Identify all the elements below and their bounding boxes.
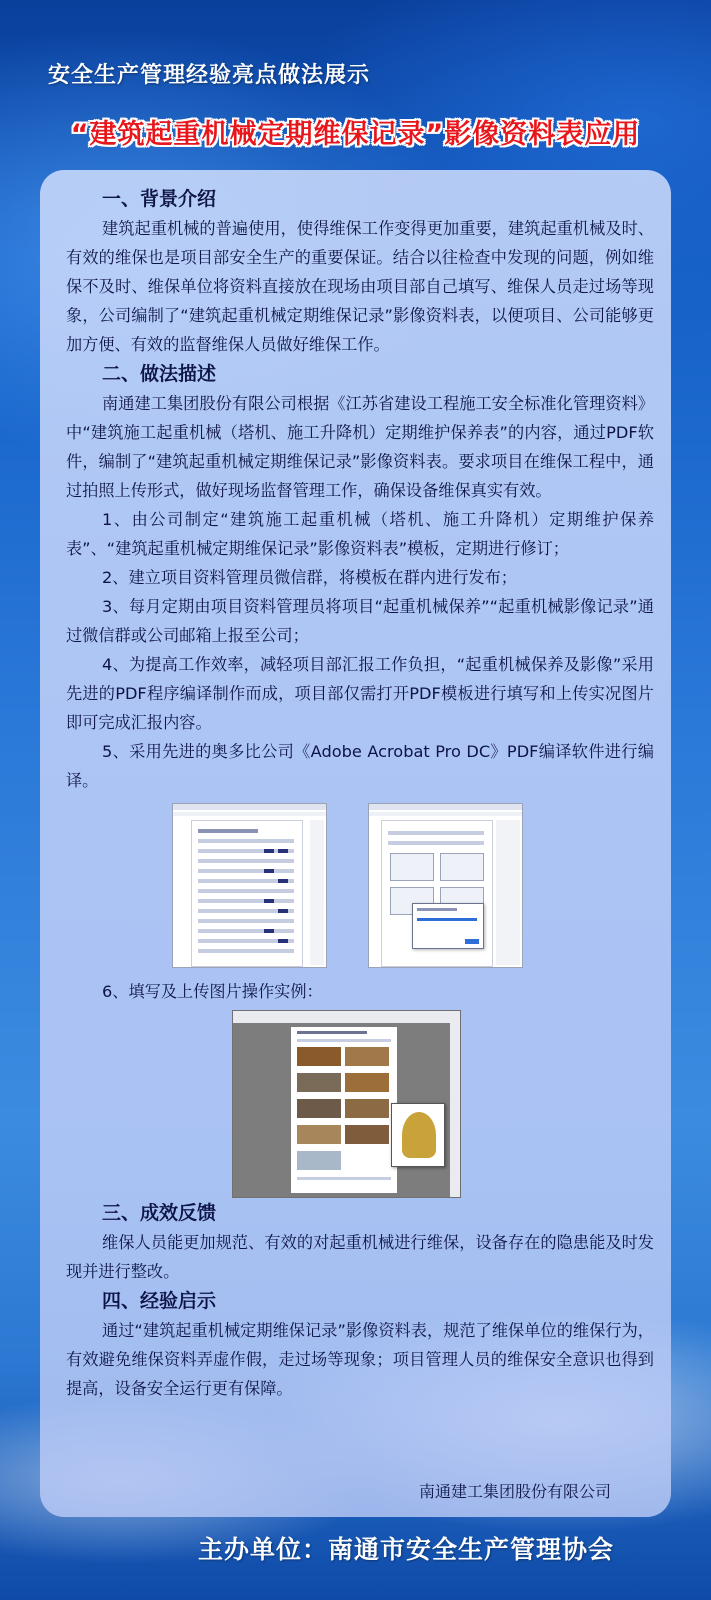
feedback-paragraph: 维保人员能更加规范、有效的对起重机械进行维保，设备存在的隐患能及时发现并进行整改。 <box>66 1233 654 1281</box>
organizer-footer: 主办单位：南通市安全生产管理协会 <box>198 1535 615 1564</box>
method-step-4: 4、为提高工作效率，减轻项目部汇报工作负担，“起重机械保养及影像”采用先进的PDF程序编译制作而成，项目部仅需打开PDF模板进行填写和上传实况图片即可完成汇报内容。 <box>66 655 654 732</box>
header-title: “建筑起重机械定期维保记录”影像资料表应用 <box>70 119 641 150</box>
pdf-photo-form-screenshot <box>368 803 523 968</box>
method-step-6: 6、填写及上传图片操作实例： <box>102 982 323 1001</box>
pdf-form-screenshot <box>172 803 327 968</box>
section-heading-lessons: 四、经验启示 <box>102 1290 217 1312</box>
method-step-5: 5、采用先进的奥多比公司《Adobe Acrobat Pro DC》PDF编译软件进行编译。 <box>66 742 654 790</box>
background-paragraph: 建筑起重机械的普遍使用，使得维保工作变得更加重要，建筑起重机械及时、有效的维保也是项目部安全生产的重要保证。结合以往检查中发现的问题，例如维保不及时、维保单位将资料直接放在现场由项目部自己填写、维保人员走过场等现象，公司编制了“建筑起重机械定期维保记录”影像资料表，以便项目、公司能够更加方便、有效的监督维保人员做好维保工作。 <box>66 219 654 354</box>
method-paragraph-intro: 南通建工集团股份有限公司根据《江苏省建设工程施工安全标准化管理资料》中“建筑施工起重机械（塔机、施工升降机）定期维护保养表”的内容，通过PDF软件，编制了“建筑起重机械定期维保记录”影像资料表。要求项目在维保工程中，通过拍照上传形式，做好现场监督管理工作，确保设备维保真实有效。 <box>66 394 654 500</box>
method-step-2: 2、建立项目资料管理员微信群，将模板在群内进行发布； <box>102 568 517 587</box>
method-step-3: 3、每月定期由项目资料管理员将项目“起重机械保养”“起重机械影像记录”通过微信群或公司邮箱上报至公司； <box>66 597 654 645</box>
content-body <box>66 184 654 1403</box>
upload-example-screenshot <box>232 1010 461 1198</box>
section-heading-background: 一、背景介绍 <box>102 188 217 210</box>
method-step-1: 1、由公司制定“建筑施工起重机械（塔机、施工升降机）定期维护保养表”、“建筑起重机械定期维保记录”影像资料表”模板，定期进行修订； <box>66 510 654 558</box>
upload-example-screenshot-container <box>66 1010 654 1198</box>
section-heading-method: 二、做法描述 <box>102 363 217 385</box>
section-heading-feedback: 三、成效反馈 <box>102 1202 217 1224</box>
company-signature: 南通建工集团股份有限公司 <box>418 1482 611 1501</box>
pdf-screenshots <box>66 799 654 977</box>
lessons-paragraph: 通过“建筑起重机械定期维保记录”影像资料表，规范了维保单位的维保行为，有效避免维保资料弄虚作假，走过场等现象；项目管理人员的维保安全意识也得到提高，设备安全运行更有保障。 <box>66 1321 654 1398</box>
header-subtitle: 安全生产管理经验亮点做法展示 <box>48 63 371 88</box>
